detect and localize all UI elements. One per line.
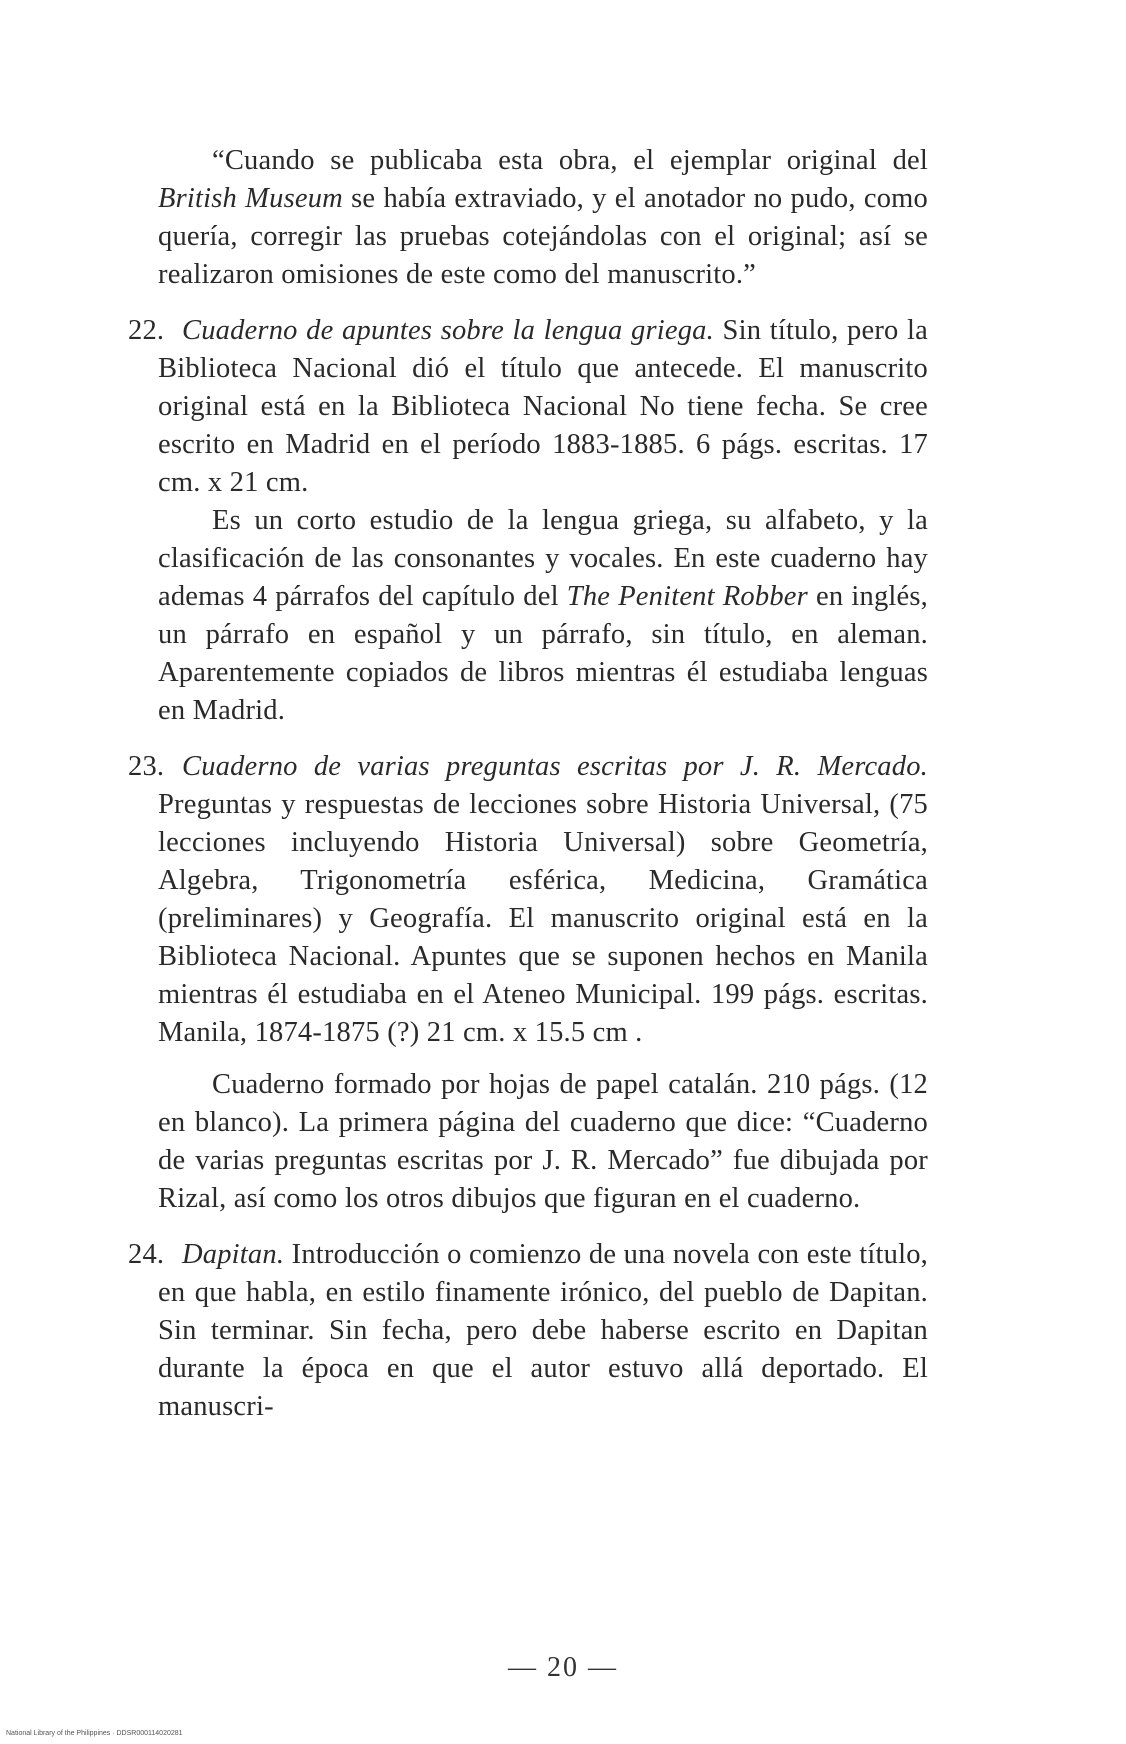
entry-title: Cuaderno de varias preguntas escritas por J. R. Mercado.: [182, 751, 928, 782]
entry-description-b: en inglés, un párrafo en español y un párrafo, sin título, en aleman. Aparentemente copiados de libros mientras él estudiaba lenguas en Madrid.: [158, 581, 928, 726]
intro-quote-text-a: “Cuando se publicaba esta obra, el ejemplar original del: [212, 145, 928, 176]
entry-title: Cuaderno de apuntes sobre la lengua griega.: [182, 315, 714, 346]
entry-22-description: [158, 502, 928, 730]
document-page: [128, 142, 928, 1426]
entry-number: 24.: [128, 1239, 165, 1270]
intro-quote-italic: British Museum: [158, 183, 343, 214]
page-number: — 20 —: [508, 1652, 618, 1683]
entry-23-description: Cuaderno formado por hojas de papel catalán. 210 págs. (12 en blanco). La primera página del cuaderno que dice: “Cuaderno de varias preguntas escritas por J. R. Mercado” fue dibujada por Rizal, así como los otros dibujos que figuran en el cuaderno.: [158, 1069, 928, 1214]
entry-22: [128, 312, 928, 502]
intro-quote: [158, 142, 928, 294]
entry-description-a: Es un corto estudio de la lengua griega, su alfabeto, y la clasificación de las consonantes y vocales. En este cuaderno hay ademas 4 párrafos del capítulo del: [158, 505, 928, 612]
entry-24: [128, 1236, 928, 1426]
entry-23: [128, 748, 928, 1052]
entry-title: Dapitan.: [182, 1239, 285, 1270]
footer-credit: National Library of the Philippines · DDSR000114020281: [6, 1730, 183, 1737]
entry-number: 23.: [128, 751, 165, 782]
entry-number: 22.: [128, 315, 165, 346]
entry-text: Sin título, pero la Biblioteca Nacional dió el título que antecede. El manuscrito original está en la Biblioteca Nacional No tiene fecha. Se cree escrito en Madrid en el período 1883-1885. 6 págs. escritas. 17 cm. x 21 cm.: [158, 315, 928, 498]
entry-description-italic: The Penitent Robber: [566, 581, 808, 612]
entry-text: Introducción o comienzo de una novela con este título, en que habla, en estilo finamente irónico, del pueblo de Dapitan. Sin terminar. Sin fecha, pero debe haberse escrito en Dapitan durante la época en que el autor estuvo allá deportado. El manuscri-: [158, 1239, 928, 1422]
intro-quote-text-c: se había extraviado, y el anotador no pudo, como quería, corregir las pruebas cotejándolas con el original; así se realizaron omisiones de este como del manuscrito.”: [158, 183, 928, 290]
entry-text: Preguntas y respuestas de lecciones sobre Historia Universal, (75 lecciones incluyendo Historia Universal) sobre Geometría, Algebra, Trigonometría esférica, Medicina, Gramática (preliminares) y Geografía. El manuscrito original está en la Biblioteca Nacional. Apuntes que se suponen hechos en Manila mientras él estudiaba en el Ateneo Municipal. 199 págs. escritas. Manila, 1874-1875 (?) 21 cm. x 15.5 cm .: [158, 789, 928, 1048]
